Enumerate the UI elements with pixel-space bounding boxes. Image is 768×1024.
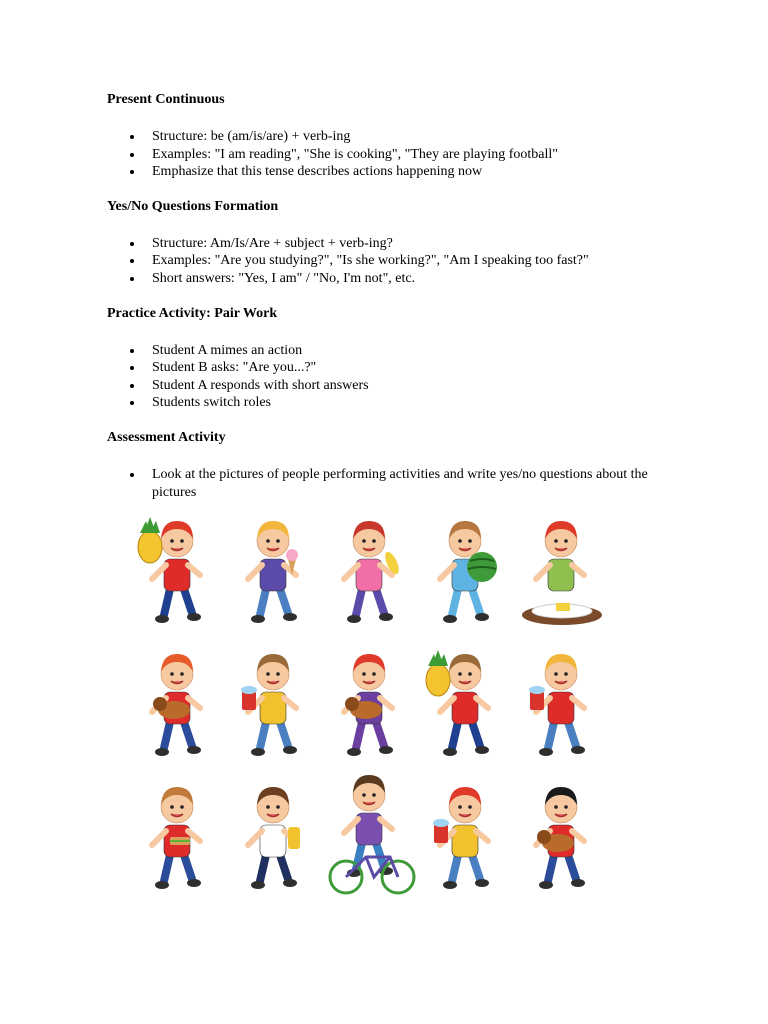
child-with-backpack (226, 771, 322, 899)
section-heading-yes-no-questions: Yes/No Questions Formation (107, 198, 279, 214)
list-item: Student B asks: "Are you...?" (152, 359, 667, 377)
child-eating-sandwich (130, 771, 226, 899)
activity-pictures-grid (130, 505, 610, 900)
list-item: Examples: "Are you studying?", "Is she working?", "Am I speaking too fast?" (152, 252, 667, 270)
child-holding-pineapple (130, 505, 226, 633)
bicycle-prop-icon (330, 857, 414, 893)
child-hugging-puppy (322, 638, 418, 766)
child-holding-pineapple-icon (130, 505, 226, 633)
backpack-prop-icon (288, 827, 300, 849)
yes-no-questions-list (107, 235, 667, 288)
section-heading-present-continuous: Present Continuous (107, 92, 225, 107)
child-eating-ice-cream (226, 505, 322, 633)
watermelon-prop-icon (467, 552, 497, 582)
child-holding-watermelon (418, 505, 514, 633)
list-item: Student A responds with short answers (152, 377, 667, 395)
child-drinking-juice-3 (418, 771, 514, 899)
child-holding-pineapple-2-icon (418, 638, 514, 766)
list-item: Structure: Am/Is/Are + subject + verb-ing? (152, 235, 667, 253)
child-drinking-juice-3-icon (418, 771, 514, 899)
drink-prop-icon (433, 819, 449, 843)
child-carrying-dog (130, 638, 226, 766)
child-eating-ice-cream-icon (226, 505, 322, 633)
list-item: Emphasize that this tense describes actions happening now (152, 163, 667, 181)
drink-prop-icon (529, 686, 545, 710)
child-carrying-dog-icon (130, 638, 226, 766)
child-drinking-juice-icon (226, 638, 322, 766)
child-carrying-dog-2-icon (514, 771, 610, 899)
sandwich-prop-icon (170, 837, 190, 845)
list-item: Students switch roles (152, 394, 667, 412)
child-with-backpack-icon (226, 771, 322, 899)
child-eating-corn (322, 505, 418, 633)
list-item: Look at the pictures of people performing activities and write yes/no questions about the pictures (152, 466, 667, 501)
pineapple-prop-icon (426, 650, 450, 696)
child-drinking-juice-2-icon (514, 638, 610, 766)
child-drinking-juice (226, 638, 322, 766)
child-eating-dinner-icon (514, 505, 610, 633)
list-item: Structure: be (am/is/are) + verb-ing (152, 128, 667, 146)
drink-prop-icon (241, 686, 257, 710)
child-riding-bicycle-icon (322, 771, 418, 899)
child-eating-dinner (514, 505, 610, 633)
pineapple-prop-icon (138, 517, 162, 563)
child-holding-watermelon-icon (418, 505, 514, 633)
plate-prop-icon (522, 603, 602, 625)
list-item: Short answers: "Yes, I am" / "No, I'm not", etc. (152, 270, 667, 288)
assessment-activity-list (107, 466, 667, 501)
list-item: Student A mimes an action (152, 342, 667, 360)
practice-activity-list (107, 342, 667, 412)
document-body (107, 91, 667, 518)
child-carrying-dog-2 (514, 771, 610, 899)
section-heading-practice-activity: Practice Activity: Pair Work (107, 305, 278, 321)
present-continuous-list (107, 128, 667, 181)
child-eating-sandwich-icon (130, 771, 226, 899)
child-hugging-puppy-icon (322, 638, 418, 766)
section-heading-assessment-activity: Assessment Activity (107, 429, 226, 445)
list-item: Examples: "I am reading", "She is cooking", "They are playing football" (152, 146, 667, 164)
child-eating-corn-icon (322, 505, 418, 633)
child-drinking-juice-2 (514, 638, 610, 766)
child-holding-pineapple-2 (418, 638, 514, 766)
child-riding-bicycle (322, 771, 418, 899)
